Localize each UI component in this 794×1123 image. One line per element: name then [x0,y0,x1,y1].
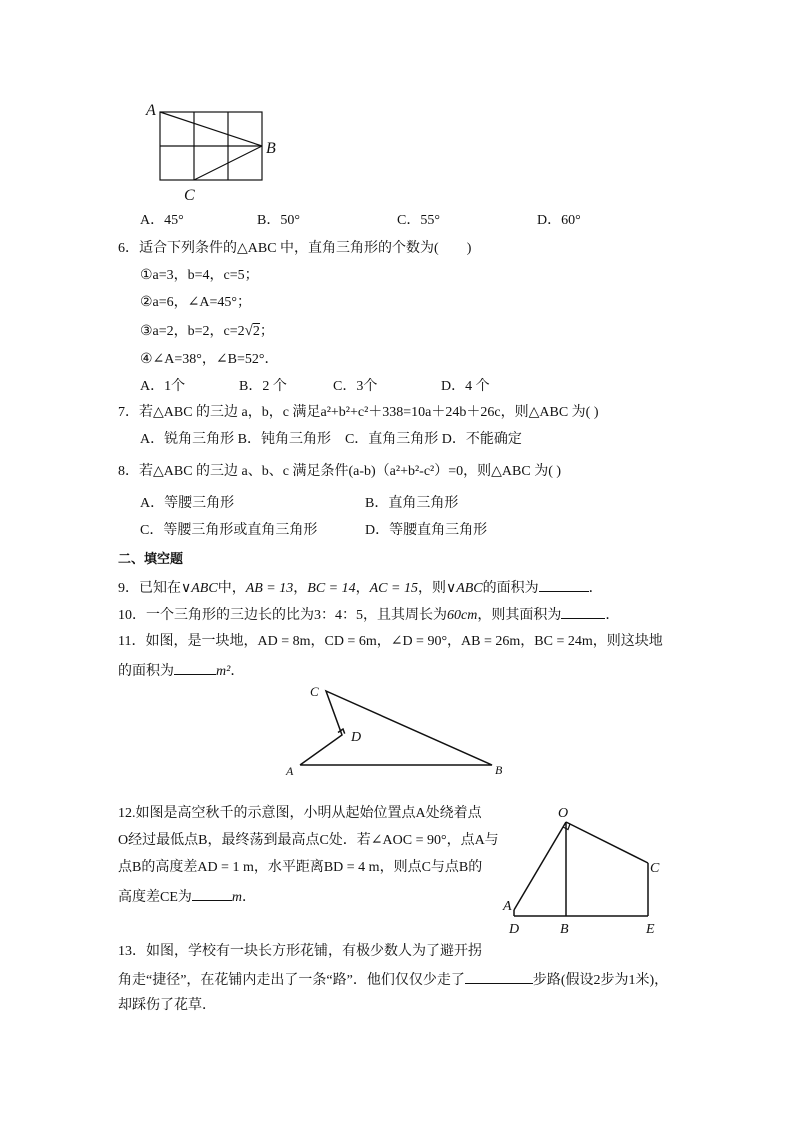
q5-option-b: B．50° [257,213,300,228]
q8-option-b: B．直角三角形 [365,496,459,511]
point-o-label: O [558,806,569,821]
q9-after: 的面积为 [482,581,539,596]
q12-line-4 [118,886,256,908]
q12-line-1: 12.如图是高空秋千的示意图，小明从起始位置点A处绕着点 [118,806,482,821]
q9-ab: AB = 13 [245,581,294,596]
q11-land-figure [280,680,515,780]
q8-stem: 8．若△ABC 的三边 a、b、c 满足条件(a-b)（a²+b²-c²）=0，则△ABC 为( ) [118,464,562,479]
q13-line-1: 13．如图，学校有一块长方形花铺，有极少数人为了避开拐 [118,944,482,959]
q12-answer-blank [192,886,232,901]
q9-mid1: 中， [217,581,246,596]
q9-bc: BC = 14 [307,581,356,596]
q9-ac: AC = 15 [369,581,418,596]
q13-line-3: 却踩伤了花草． [118,998,216,1013]
point-a-label: A [146,102,156,119]
point-a-label: A [503,899,512,914]
q6-option-a: A．1个 [140,379,186,394]
segment-oa [514,822,566,910]
q9-sep1: ， [293,581,308,596]
point-d-label: D [509,922,520,937]
q8-option-a: A．等腰三角形 [140,496,235,511]
q9-text [118,577,603,599]
q5-option-d: D．60° [537,213,581,228]
section-heading-fill-in: 二、填空题 [118,551,184,566]
point-b-label: B [266,140,276,157]
q6-condition-3-end: ； [259,324,274,339]
q5-grid-figure [140,96,290,206]
q8-option-c: C．等腰三角形或直角三角形 [140,523,318,538]
q6-option-d: D．4 个 [441,379,490,394]
q11-line-1: 11．如图，是一块地，AD = 8m，CD = 6m，∠D = 90°，AB = 26m，BC = 24m，则这块地 [118,634,663,649]
q9-end: ． [588,581,603,596]
q9-before: 9．已知在 [118,581,181,596]
q11-unit: m² [216,664,231,679]
point-e-label: E [646,922,655,937]
q6-option-c: C．3个 [333,379,378,394]
land-outline [300,691,492,765]
q6-option-b: B．2 个 [239,379,287,394]
q9-sep2: ， [355,581,370,596]
point-c-label: C [184,187,195,204]
q7-stem: 7．若△ABC 的三边 a，b，c 满足a²+b²+c²＋338=10a＋24b＋26c，则△ABC 为( ) [118,405,599,420]
sqrt-symbol: √ [244,323,253,339]
q13-line-2 [118,969,668,991]
q5-option-c: C．55° [397,213,440,228]
point-b-label: B [560,922,569,937]
q9-mid2: ，则 [417,581,446,596]
q11-line-2-before: 的面积为 [118,664,174,679]
q10-after: ，则其面积为 [477,608,562,623]
q8-option-d: D．等腰直角三角形 [365,523,488,538]
q12-end: ． [242,890,257,905]
point-a-label: A [286,764,294,778]
point-c-label: C [650,861,660,876]
point-b-label: B [495,763,503,777]
q13-line-2-before: 角走“捷径”，在花铺内走出了一条“路”．他们仅仅少走了 [118,973,465,988]
q9-triangle-2: ∨ABC [445,581,483,596]
q12-swing-figure [500,798,675,943]
sqrt-radicand: 2 [252,324,260,339]
q6-stem: 6．适合下列条件的△ABC 中，直角三角形的个数为( ) [118,241,472,256]
q6-condition-3-text: ③a=2，b=2，c=2 [140,324,245,339]
point-d-label: D [351,730,362,745]
q10-perimeter: 60cm [447,608,478,623]
q6-condition-3 [140,321,274,342]
point-c-label: C [310,684,319,699]
q11-end: ． [230,664,245,679]
q13-answer-blank [465,969,533,984]
q10-answer-blank [561,604,605,619]
q10-text [118,604,619,626]
segment-ab [160,112,262,146]
q12-line-2: O经过最低点B，最终荡到最高点C处．若∠AOC = 90°，点A与 [118,833,499,848]
q5-option-a: A．45° [140,213,184,228]
q11-line-2 [118,660,244,682]
q12-unit: m [231,890,243,905]
q12-line-3: 点B的高度差AD = 1 m，水平距离BD = 4 m，则点C与点B的 [118,860,483,875]
q6-condition-2: ②a=6，∠A=45°； [140,295,251,310]
q12-line-4-before: 高度差CE为 [118,890,192,905]
q9-triangle: ∨ABC [181,581,218,596]
q6-condition-1: ①a=3，b=4，c=5； [140,268,259,283]
q10-before: 10．一个三角形的三边长的比为3：4：5，且其周长为 [118,608,447,623]
segment-oc [566,822,648,863]
q9-answer-blank [539,577,589,592]
q13-line-2-after: 步路(假设2步为1米)， [532,973,669,988]
q11-answer-blank [174,660,216,675]
q6-condition-4: ④∠A=38°，∠B=52°． [140,352,279,367]
q10-end: ． [605,608,620,623]
q7-options: A．锐角三角形 B．钝角三角形 C．直角三角形 D．不能确定 [140,432,522,447]
